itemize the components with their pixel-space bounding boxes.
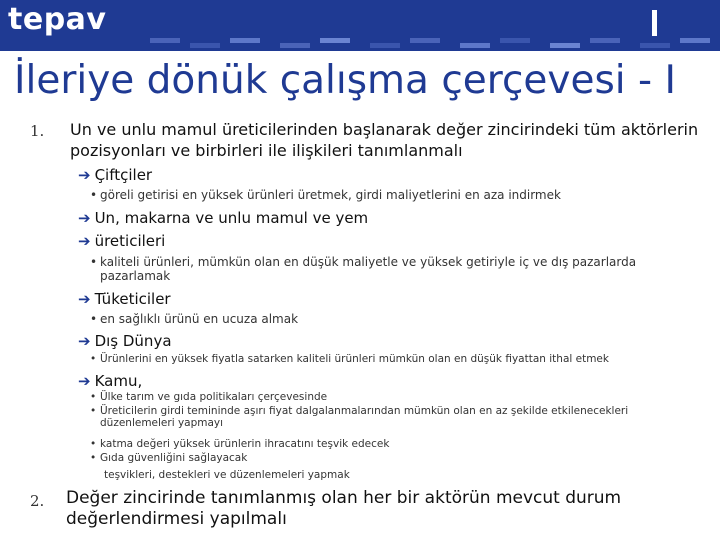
bullet-icon: • — [90, 353, 97, 365]
arrow-right-icon: ➔ — [78, 209, 91, 227]
actor-label: Dış Dünya — [94, 332, 172, 350]
actor-detail: • kaliteli ürünleri, mümkün olan en düşük maliyetle ve yüksek getiriyle iç ve dış pazarlarda pazarlamak — [90, 255, 637, 283]
actor-detail: • Ülke tarım ve gıda politikaları çerçevesinde — [90, 391, 328, 403]
item-text-2: Değer zincirinde tanımlanmış olan her bir aktörün mevcut durum değerlendirmesi yapılmalı — [66, 488, 622, 529]
arrow-right-icon: ➔ — [78, 290, 91, 308]
actor-label: üreticileri — [94, 232, 166, 250]
item-text-1: Un ve unlu mamul üreticilerinden başlanarak değer zincirindeki tüm aktörlerin pozisyonları ve birbirleri ile ilişkileri tanımlanmalı — [70, 120, 699, 160]
arrow-right-icon: ➔ — [78, 166, 91, 184]
actor-consumers — [78, 290, 171, 309]
bullet-icon: • — [90, 188, 98, 202]
actor-detail: • katma değeri yüksek ürünlerin ihracatını teşvik edecek — [90, 438, 390, 450]
arrow-right-icon: ➔ — [78, 372, 91, 390]
item-number-1: 1. — [30, 122, 45, 140]
actor-label: Çiftçiler — [94, 166, 153, 184]
bullet-icon: • — [90, 452, 97, 464]
actor-detail: • Gıda güvenliğini sağlayacak — [90, 452, 248, 464]
actor-foreign — [78, 332, 172, 351]
actor-label: Kamu, — [94, 372, 143, 390]
actor-producers — [78, 209, 368, 228]
checker-pattern — [150, 38, 720, 48]
item-number-2: 2. — [30, 492, 45, 510]
bullet-icon: • — [90, 438, 97, 450]
bullet-icon: • — [90, 391, 97, 403]
header-rule — [0, 48, 720, 51]
actor-detail: • Ürünlerini en yüksek fiyatla satarken kaliteli ürünleri mümkün olan en düşük fiyattan ithal etmek — [90, 353, 609, 365]
actor-detail: • en sağlıklı ürünü en ucuza almak — [90, 312, 299, 326]
bullet-icon: • — [90, 255, 98, 269]
arrow-right-icon: ➔ — [78, 332, 91, 350]
actor-label: Un, makarna ve unlu mamul ve yem — [94, 209, 369, 227]
actor-detail: • göreli getirisi en yüksek ürünleri üretmek, girdi maliyetlerini en aza indirmek — [90, 188, 561, 202]
actor-government — [78, 372, 142, 391]
bullet-icon: • — [90, 405, 97, 417]
bullet-icon: • — [90, 312, 98, 326]
header-bar — [0, 0, 720, 48]
actor-detail: • Üreticilerin girdi temininde aşırı fiyat dalgalanmalarından mümkün olan en az şekilde etkilenecekleri düzenlemeleri yapmayı — [90, 405, 629, 429]
actor-producers-cont — [78, 232, 165, 251]
tepav-logo: tepav — [8, 2, 107, 37]
actor-detail-trailing: teşvikleri, destekleri ve düzenlemeleri yapmak — [104, 469, 350, 481]
slide-title: İleriye dönük çalışma çerçevesi - I — [14, 58, 676, 103]
header-bar-mark — [652, 10, 657, 36]
actor-farmers — [78, 166, 152, 185]
arrow-right-icon: ➔ — [78, 232, 91, 250]
actor-label: Tüketiciler — [94, 290, 171, 308]
